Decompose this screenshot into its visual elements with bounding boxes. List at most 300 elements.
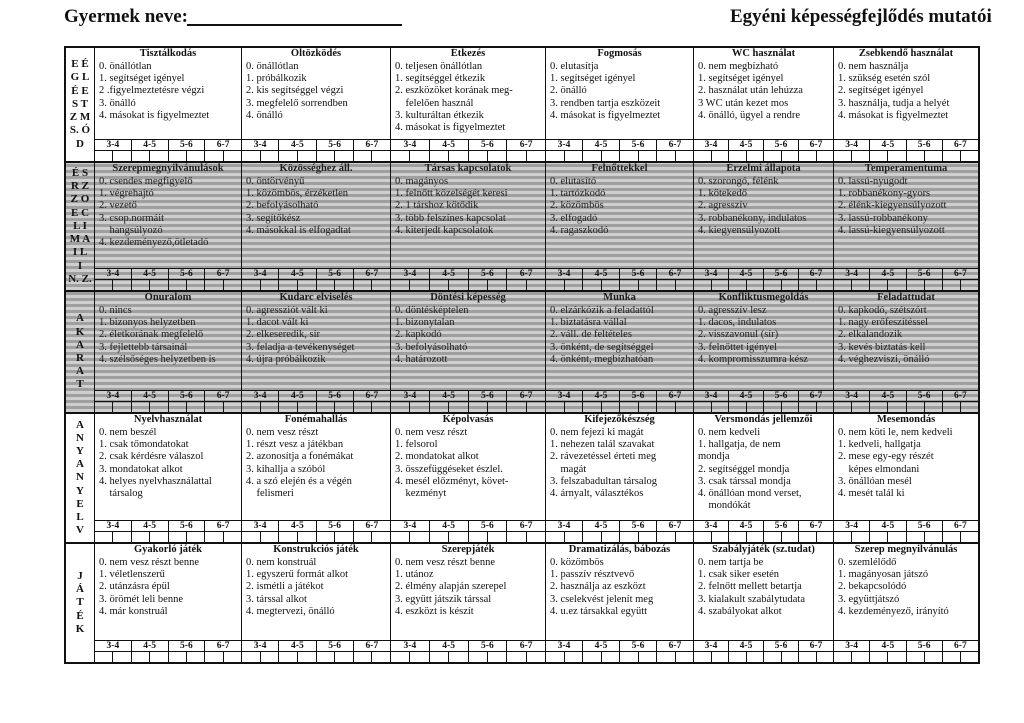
rating-box[interactable] (469, 532, 488, 542)
rating-box[interactable] (799, 402, 817, 412)
rating-box[interactable] (150, 280, 168, 290)
age-scale-label: 5-6 (469, 269, 508, 279)
rating-box[interactable] (729, 280, 747, 290)
category-item: 1. felsorol (395, 439, 438, 451)
rating-box[interactable] (888, 280, 906, 290)
rating-box[interactable] (676, 532, 694, 542)
rating-box[interactable] (799, 151, 817, 161)
age-scale (694, 139, 833, 161)
category-item: 4. kezdeményező,ötletadó (99, 237, 209, 249)
rating-box[interactable] (224, 652, 241, 662)
rating-box[interactable] (335, 652, 354, 662)
rating-box[interactable] (113, 652, 131, 662)
rating-box[interactable] (817, 151, 834, 161)
rating-box[interactable] (676, 652, 694, 662)
rating-box[interactable] (583, 402, 602, 412)
rating-box[interactable] (372, 402, 390, 412)
rating-box[interactable] (335, 280, 354, 290)
rating-box[interactable] (870, 652, 888, 662)
rating-box[interactable] (817, 532, 834, 542)
rating-box[interactable] (834, 652, 852, 662)
rating-box[interactable] (961, 280, 978, 290)
rating-box[interactable] (694, 151, 712, 161)
rating-box[interactable] (565, 652, 584, 662)
rating-box[interactable] (335, 532, 354, 542)
rating-box[interactable] (449, 402, 468, 412)
rating-box[interactable] (527, 532, 545, 542)
rating-box[interactable] (834, 280, 852, 290)
rating-box[interactable] (729, 652, 747, 662)
rating-box[interactable] (961, 151, 978, 161)
rating-box[interactable] (834, 402, 852, 412)
rating-box[interactable] (224, 280, 241, 290)
rating-box[interactable] (565, 151, 584, 161)
rating-box[interactable] (764, 402, 782, 412)
rating-box[interactable] (657, 151, 676, 161)
age-scale-label: 6-7 (519, 269, 533, 279)
rating-box[interactable] (372, 151, 390, 161)
age-scale-label: 6-7 (365, 140, 379, 150)
rating-box[interactable] (639, 402, 658, 412)
rating-box[interactable] (95, 280, 113, 290)
section-label (66, 48, 95, 161)
rating-box[interactable] (961, 402, 978, 412)
rating-box[interactable] (527, 280, 545, 290)
rating-box[interactable] (132, 151, 150, 161)
rating-box[interactable] (317, 652, 336, 662)
rating-box[interactable] (449, 652, 468, 662)
rating-box[interactable] (852, 652, 870, 662)
rating-box[interactable] (95, 532, 113, 542)
rating-box[interactable] (95, 151, 113, 161)
rating-box[interactable] (657, 652, 676, 662)
rating-box[interactable] (925, 532, 943, 542)
rating-box[interactable] (747, 532, 765, 542)
rating-box[interactable] (410, 532, 429, 542)
age-scale-label: 3-4 (391, 521, 430, 531)
rating-box[interactable] (852, 280, 870, 290)
rating-box[interactable] (817, 652, 834, 662)
rating-box[interactable] (925, 151, 943, 161)
rating-box[interactable] (372, 532, 390, 542)
rating-box[interactable] (317, 151, 336, 161)
rating-box[interactable] (261, 402, 280, 412)
rating-box[interactable] (925, 652, 943, 662)
rating-box[interactable] (527, 151, 545, 161)
rating-box[interactable] (602, 280, 621, 290)
rating-box[interactable] (169, 280, 187, 290)
rating-box[interactable] (317, 532, 336, 542)
rating-box[interactable] (620, 151, 639, 161)
rating-box[interactable] (507, 280, 526, 290)
rating-box[interactable] (943, 151, 961, 161)
rating-box[interactable] (657, 532, 676, 542)
rating-box[interactable] (694, 532, 712, 542)
rating-box[interactable] (546, 151, 565, 161)
rating-box[interactable] (410, 402, 429, 412)
rating-box[interactable] (224, 151, 241, 161)
rating-box[interactable] (449, 280, 468, 290)
rating-box[interactable] (469, 280, 488, 290)
age-scale-label: 4-5 (279, 391, 316, 401)
rating-box[interactable] (817, 402, 834, 412)
category-item: 4. helyes nyelvhasználattal (99, 475, 212, 487)
rating-box[interactable] (113, 402, 131, 412)
rating-box[interactable] (187, 652, 205, 662)
rating-box[interactable] (729, 532, 747, 542)
rating-box[interactable] (546, 402, 565, 412)
category-item: 3. együttjátszó (838, 593, 900, 605)
rating-box[interactable] (113, 151, 131, 161)
rating-box[interactable] (943, 402, 961, 412)
rating-box[interactable] (279, 280, 298, 290)
rating-box[interactable] (782, 652, 800, 662)
age-scale-label: 6-7 (954, 140, 967, 150)
category-item: 3. használja, tudja a helyét (838, 97, 950, 109)
rating-box[interactable] (205, 652, 223, 662)
rating-box[interactable] (907, 532, 925, 542)
rating-box[interactable] (279, 652, 298, 662)
rating-box[interactable] (870, 402, 888, 412)
rating-box[interactable] (546, 280, 565, 290)
rating-box[interactable] (639, 151, 658, 161)
rating-box[interactable] (620, 652, 639, 662)
rating-box[interactable] (620, 280, 639, 290)
age-scale-label: 3-4 (546, 521, 583, 531)
rating-box[interactable] (335, 402, 354, 412)
rating-box[interactable] (132, 652, 150, 662)
rating-box[interactable] (639, 280, 658, 290)
rating-box[interactable] (372, 652, 390, 662)
rating-box[interactable] (261, 151, 280, 161)
rating-box[interactable] (391, 280, 410, 290)
rating-box[interactable] (925, 402, 943, 412)
rating-box[interactable] (95, 402, 113, 412)
rating-box[interactable] (113, 280, 131, 290)
rating-box[interactable] (817, 280, 834, 290)
rating-box[interactable] (488, 532, 507, 542)
age-scale-label: 5-6 (764, 521, 799, 531)
age-scale-label: 3-4 (834, 641, 870, 651)
category-cell (546, 163, 694, 290)
rating-box[interactable] (488, 402, 507, 412)
rating-box[interactable] (242, 402, 261, 412)
age-scale-label: 6-7 (216, 521, 230, 531)
rating-box[interactable] (852, 532, 870, 542)
rating-box[interactable] (205, 280, 223, 290)
category-item: 4. önként, megbízhatóan (550, 353, 654, 365)
rating-box[interactable] (546, 532, 565, 542)
rating-box[interactable] (764, 652, 782, 662)
age-scale-label: 6-7 (809, 391, 823, 401)
category-item: 3. rendben tartja eszközeit (550, 97, 661, 109)
category-item: mondja (698, 451, 730, 463)
age-scale (242, 520, 390, 542)
rating-box[interactable] (488, 280, 507, 290)
rating-box[interactable] (354, 402, 373, 412)
category-title: Szerepjáték (441, 544, 495, 555)
rating-box[interactable] (565, 402, 584, 412)
rating-box[interactable] (205, 532, 223, 542)
rating-box[interactable] (852, 151, 870, 161)
rating-box[interactable] (546, 652, 565, 662)
rating-box[interactable] (565, 280, 584, 290)
rating-box[interactable] (657, 402, 676, 412)
rating-box[interactable] (298, 402, 317, 412)
rating-box[interactable] (187, 280, 205, 290)
category-item: 0. elzárkózik a feladattól (550, 305, 654, 316)
rating-box[interactable] (657, 280, 676, 290)
rating-box[interactable] (205, 402, 223, 412)
rating-box[interactable] (150, 402, 168, 412)
rating-box[interactable] (187, 402, 205, 412)
rating-box[interactable] (782, 280, 800, 290)
rating-box[interactable] (391, 652, 410, 662)
rating-box[interactable] (712, 402, 730, 412)
rating-box[interactable] (469, 151, 488, 161)
rating-box[interactable] (764, 280, 782, 290)
rating-box[interactable] (694, 402, 712, 412)
rating-box[interactable] (279, 532, 298, 542)
rating-box[interactable] (391, 151, 410, 161)
age-scale-label: 3-4 (95, 140, 132, 150)
age-scale-label: 6-7 (365, 269, 379, 279)
rating-box[interactable] (527, 652, 545, 662)
rating-box[interactable] (298, 280, 317, 290)
rating-box[interactable] (764, 532, 782, 542)
rating-box[interactable] (261, 280, 280, 290)
category-item: 0. nem vesz részt benne (395, 557, 496, 568)
rating-box[interactable] (410, 652, 429, 662)
rating-box[interactable] (747, 280, 765, 290)
rating-box[interactable] (694, 652, 712, 662)
category-items (546, 61, 693, 122)
rating-box[interactable] (150, 652, 168, 662)
rating-box[interactable] (410, 151, 429, 161)
rating-box[interactable] (354, 280, 373, 290)
rating-box[interactable] (507, 402, 526, 412)
rating-box[interactable] (747, 652, 765, 662)
rating-box[interactable] (95, 652, 113, 662)
category-item: 2. agresszív (698, 200, 748, 212)
category-cell (546, 414, 694, 542)
category-item: 3. cselekvést jelenít meg (550, 593, 654, 605)
rating-box[interactable] (372, 280, 390, 290)
rating-box[interactable] (565, 532, 584, 542)
rating-box[interactable] (224, 402, 241, 412)
rating-box[interactable] (602, 652, 621, 662)
rating-box[interactable] (132, 532, 150, 542)
rating-box[interactable] (430, 151, 449, 161)
rating-box[interactable] (317, 402, 336, 412)
rating-box[interactable] (242, 151, 261, 161)
age-scale-label: 6-7 (216, 140, 230, 150)
category-item: 4. a szó elején és a végén (246, 475, 352, 487)
category-title: Mesemondás (876, 414, 936, 425)
age-scale-label: 3-4 (242, 140, 279, 150)
rating-box[interactable] (712, 652, 730, 662)
rating-box[interactable] (870, 532, 888, 542)
rating-box[interactable] (430, 652, 449, 662)
rating-box[interactable] (712, 280, 730, 290)
category-item: 2. mese egy-egy részét (838, 451, 934, 463)
rating-box[interactable] (834, 151, 852, 161)
section-label (66, 163, 95, 290)
category-item: 1. felnőtt közelségét keresi (395, 188, 508, 200)
rating-box[interactable] (799, 280, 817, 290)
category-item: 0. önállótlan (246, 61, 299, 72)
rating-box[interactable] (676, 151, 694, 161)
rating-box[interactable] (694, 280, 712, 290)
category-item: 1. szükség esetén szól (838, 73, 931, 85)
rating-box[interactable] (888, 652, 906, 662)
rating-box[interactable] (354, 151, 373, 161)
rating-box[interactable] (961, 532, 978, 542)
child-name-line[interactable] (187, 24, 402, 26)
rating-box[interactable] (410, 280, 429, 290)
rating-box[interactable] (907, 402, 925, 412)
rating-box[interactable] (354, 652, 373, 662)
rating-box[interactable] (507, 532, 526, 542)
rating-box[interactable] (298, 151, 317, 161)
rating-box[interactable] (712, 532, 730, 542)
rating-box[interactable] (279, 402, 298, 412)
rating-box[interactable] (583, 151, 602, 161)
rating-box[interactable] (602, 402, 621, 412)
category-item: 2. befolyásolható (246, 200, 319, 212)
rating-box[interactable] (469, 652, 488, 662)
rating-box[interactable] (298, 652, 317, 662)
rating-box[interactable] (764, 151, 782, 161)
rating-box[interactable] (583, 280, 602, 290)
rating-box[interactable] (888, 402, 906, 412)
rating-box[interactable] (169, 402, 187, 412)
category-item: 4. árnyalt, választékos (550, 488, 644, 500)
rating-box[interactable] (620, 402, 639, 412)
rating-box[interactable] (449, 151, 468, 161)
rating-box[interactable] (527, 402, 545, 412)
rating-box[interactable] (242, 652, 261, 662)
rating-box[interactable] (925, 280, 943, 290)
rating-box[interactable] (747, 151, 765, 161)
category-cell (391, 544, 546, 662)
rating-box[interactable] (961, 652, 978, 662)
rating-box[interactable] (298, 532, 317, 542)
rating-box[interactable] (354, 532, 373, 542)
rating-box[interactable] (169, 652, 187, 662)
category-item: 1. segítséget igényel (99, 73, 185, 85)
rating-box[interactable] (507, 652, 526, 662)
rating-box[interactable] (242, 280, 261, 290)
rating-box[interactable] (279, 151, 298, 161)
rating-box[interactable] (799, 532, 817, 542)
rating-box[interactable] (943, 280, 961, 290)
rating-box[interactable] (430, 402, 449, 412)
rating-box[interactable] (676, 280, 694, 290)
rating-box[interactable] (639, 532, 658, 542)
category-item: felismeri (246, 488, 294, 500)
rating-box[interactable] (169, 151, 187, 161)
rating-box[interactable] (169, 532, 187, 542)
rating-box[interactable] (799, 652, 817, 662)
rating-box[interactable] (507, 151, 526, 161)
rating-box[interactable] (224, 532, 241, 542)
rating-box[interactable] (907, 652, 925, 662)
rating-box[interactable] (187, 151, 205, 161)
rating-box[interactable] (335, 151, 354, 161)
rating-box[interactable] (187, 532, 205, 542)
rating-box[interactable] (712, 151, 730, 161)
rating-box[interactable] (782, 532, 800, 542)
rating-box[interactable] (676, 402, 694, 412)
rating-box[interactable] (888, 532, 906, 542)
rating-box[interactable] (602, 151, 621, 161)
section-label-text: A K A R A T (75, 312, 85, 391)
rating-box[interactable] (583, 652, 602, 662)
rating-box[interactable] (391, 402, 410, 412)
rating-box[interactable] (488, 151, 507, 161)
category-cell (834, 48, 978, 161)
age-scale (95, 390, 241, 412)
rating-box[interactable] (113, 532, 131, 542)
rating-box[interactable] (782, 402, 800, 412)
rating-box[interactable] (261, 652, 280, 662)
rating-box[interactable] (150, 151, 168, 161)
rating-box[interactable] (205, 151, 223, 161)
rating-box[interactable] (430, 532, 449, 542)
rating-box[interactable] (132, 280, 150, 290)
rating-box[interactable] (261, 532, 280, 542)
rating-box[interactable] (870, 280, 888, 290)
rating-box[interactable] (907, 151, 925, 161)
rating-box[interactable] (469, 402, 488, 412)
rating-box[interactable] (747, 402, 765, 412)
category-item: 1. passzív résztvevő (550, 569, 635, 581)
rating-box[interactable] (583, 532, 602, 542)
rating-box[interactable] (729, 151, 747, 161)
rating-box[interactable] (242, 532, 261, 542)
rating-box[interactable] (834, 532, 852, 542)
category-cell (694, 48, 834, 161)
rating-box[interactable] (449, 532, 468, 542)
rating-box[interactable] (729, 402, 747, 412)
rating-box[interactable] (150, 532, 168, 542)
category-cell (694, 292, 834, 412)
category-items (694, 427, 833, 512)
section-label (66, 292, 95, 412)
rating-box[interactable] (639, 652, 658, 662)
rating-box[interactable] (888, 151, 906, 161)
rating-box[interactable] (907, 280, 925, 290)
rating-box[interactable] (488, 652, 507, 662)
section-1 (66, 163, 978, 292)
rating-box[interactable] (852, 402, 870, 412)
rating-box[interactable] (943, 532, 961, 542)
category-item: 4. szabályokat alkot (698, 605, 782, 617)
rating-box[interactable] (602, 532, 621, 542)
rating-box[interactable] (132, 402, 150, 412)
rating-box[interactable] (620, 532, 639, 542)
rating-box[interactable] (782, 151, 800, 161)
rating-box[interactable] (870, 151, 888, 161)
category-item: 4. u.ez társakkal együtt (550, 605, 648, 617)
rating-box[interactable] (430, 280, 449, 290)
rating-box[interactable] (391, 532, 410, 542)
age-scale-label: 5-6 (317, 391, 354, 401)
category-item: 0. nincs (99, 305, 132, 316)
rating-box[interactable] (317, 280, 336, 290)
rating-box[interactable] (943, 652, 961, 662)
